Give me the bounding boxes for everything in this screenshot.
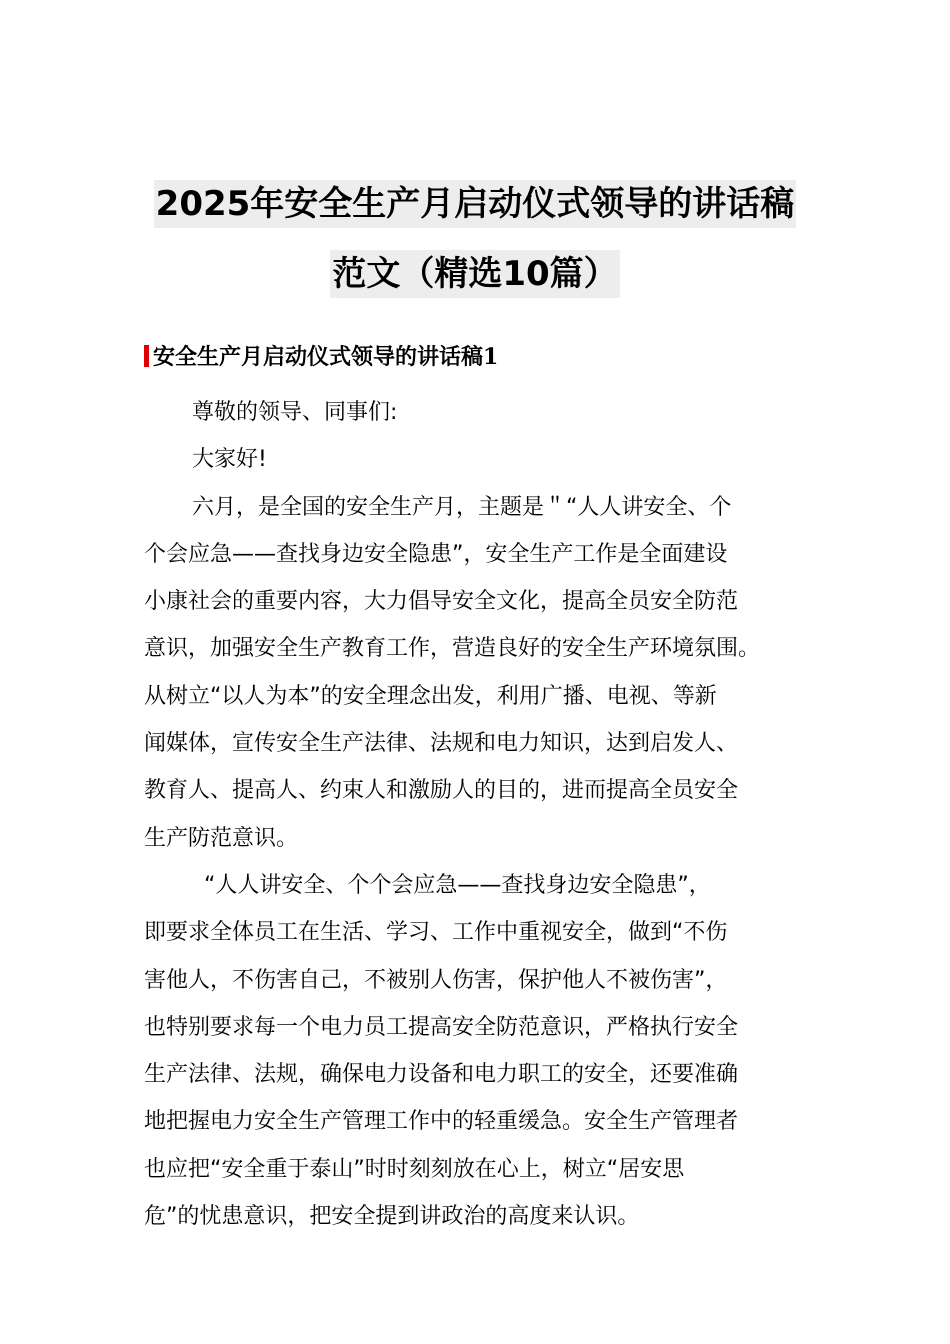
paragraph1-line: 六月，是全国的安全生产月，主题是＂“人人讲安全、个 [192, 494, 732, 520]
heading-marker-bar [144, 345, 149, 367]
paragraph1-line: 闻媒体，宣传安全生产法律、法规和电力知识，达到启发人、 [144, 731, 739, 757]
paragraph1-line: 意识，加强安全生产教育工作，营造良好的安全生产环境氛围。 [144, 636, 761, 662]
paragraph2-line: 也应把“安全重于泰山”时时刻刻放在心上，树立“居安思 [144, 1156, 685, 1182]
paragraph1-line: 从树立“以人为本”的安全理念出发，利用广播、电视、等新 [144, 683, 717, 709]
section-heading [144, 340, 498, 374]
salutation: 尊敬的领导、同事们: [192, 400, 398, 425]
greeting: 大家好! [192, 447, 267, 473]
paragraph2-line: “人人讲安全、个个会应急——查找身边安全隐患”， [204, 872, 711, 898]
paragraph1-line: 个会应急——查找身边安全隐患”，安全生产工作是全面建设 [144, 541, 728, 567]
paragraph1-line: 小康社会的重要内容，大力倡导安全文化，提高全员安全防范 [144, 589, 739, 615]
title-line-1: 2025年安全生产月启动仪式领导的讲话稿 [154, 180, 797, 228]
paragraph2-line: 即要求全体员工在生活、学习、工作中重视安全，做到“不伤 [144, 920, 728, 946]
document-title [0, 180, 950, 298]
paragraph1-line: 教育人、提高人、约束人和激励人的目的，进而提高全员安全 [144, 778, 739, 804]
section-heading-text: 安全生产月启动仪式领导的讲话稿1 [153, 344, 499, 370]
paragraph1-line: 生产防范意识。 [144, 825, 299, 851]
paragraph2-line: 害他人，不伤害自己，不被别人伤害，保护他人不被伤害”， [144, 967, 728, 993]
title-line-2: 范文（精选10篇） [330, 250, 619, 298]
paragraph2-line: 危”的忧患意识，把安全提到讲政治的高度来认识。 [144, 1204, 640, 1230]
paragraph2-line: 也特别要求每一个电力员工提高安全防范意识，严格执行安全 [144, 1014, 739, 1040]
letter-body [144, 389, 806, 1240]
paragraph2-line: 地把握电力安全生产管理工作中的轻重缓急。安全生产管理者 [144, 1109, 739, 1135]
paragraph2-line: 生产法律、法规，确保电力设备和电力职工的安全，还要准确 [144, 1062, 739, 1088]
